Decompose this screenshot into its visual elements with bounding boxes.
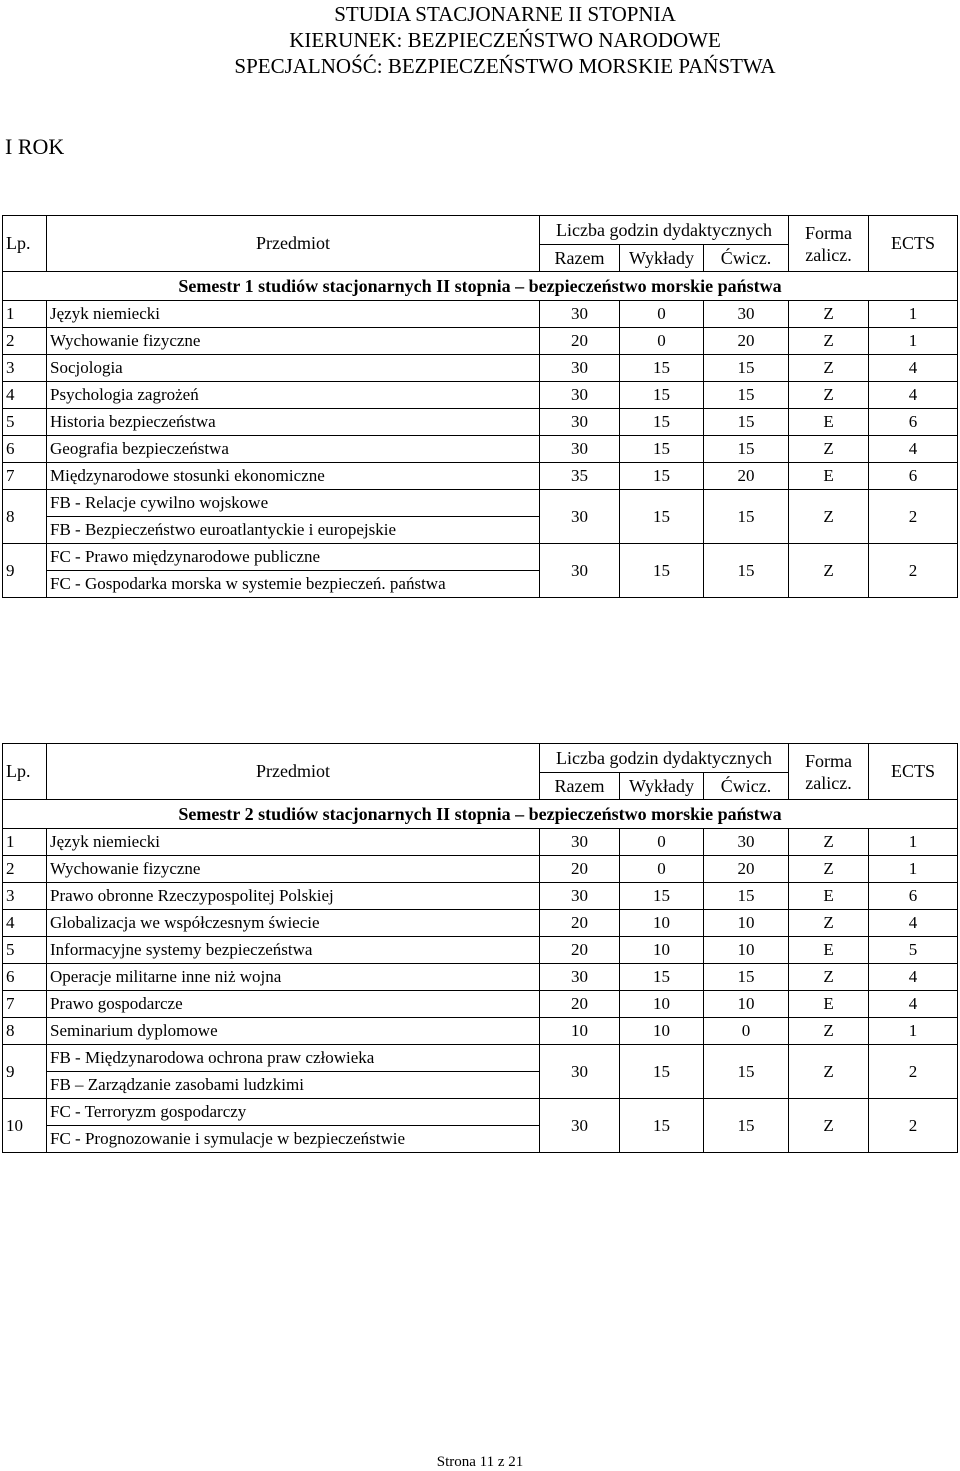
elective-subject: FB - Bezpieczeństwo euroatlantyckie i europejskie xyxy=(47,517,540,544)
row-form: E xyxy=(789,991,869,1018)
row-lectures: 15 xyxy=(620,490,704,544)
row-lectures: 0 xyxy=(620,829,704,856)
row-form: Z xyxy=(789,856,869,883)
row-total: 10 xyxy=(540,1018,620,1045)
table-row xyxy=(3,463,958,490)
row-form: Z xyxy=(789,355,869,382)
row-lectures: 0 xyxy=(620,301,704,328)
row-total: 20 xyxy=(540,937,620,964)
row-exercises: 10 xyxy=(704,991,789,1018)
table-row xyxy=(3,991,958,1018)
elective-subject: FC - Terroryzm gospodarczy xyxy=(47,1099,540,1126)
row-subject: Prawo gospodarcze xyxy=(47,991,540,1018)
header-line-2: KIERUNEK: BEZPIECZEŃSTWO NARODOWE xyxy=(289,28,721,52)
table-row xyxy=(3,829,958,856)
row-exercises: 30 xyxy=(704,301,789,328)
semester-2-body xyxy=(3,744,958,1153)
row-total: 30 xyxy=(540,1099,620,1153)
row-lp: 2 xyxy=(3,328,47,355)
row-lectures: 15 xyxy=(620,964,704,991)
column-header-lectures: Wykłady xyxy=(620,245,704,272)
row-lp: 4 xyxy=(3,910,47,937)
row-exercises: 15 xyxy=(704,382,789,409)
column-header-subject: Przedmiot xyxy=(47,744,540,800)
elective-subject: FC - Gospodarka morska w systemie bezpieczeń. państwa xyxy=(47,571,540,598)
form-label-line1: Forma xyxy=(805,222,853,243)
row-ects: 4 xyxy=(869,964,958,991)
row-total: 30 xyxy=(540,301,620,328)
row-form: Z xyxy=(789,490,869,544)
row-form: Z xyxy=(789,544,869,598)
row-subject: Wychowanie fizyczne xyxy=(47,856,540,883)
row-ects: 4 xyxy=(869,436,958,463)
row-ects: 1 xyxy=(869,829,958,856)
row-lp: 9 xyxy=(3,544,47,598)
row-total: 20 xyxy=(540,328,620,355)
row-lp: 6 xyxy=(3,964,47,991)
row-form: Z xyxy=(789,382,869,409)
row-ects: 6 xyxy=(869,883,958,910)
row-lectures: 15 xyxy=(620,382,704,409)
row-total: 35 xyxy=(540,463,620,490)
table-row xyxy=(3,328,958,355)
row-total: 30 xyxy=(540,490,620,544)
row-lectures: 15 xyxy=(620,409,704,436)
row-form: E xyxy=(789,463,869,490)
row-ects: 1 xyxy=(869,328,958,355)
table-row xyxy=(3,883,958,910)
row-lectures: 10 xyxy=(620,937,704,964)
row-exercises: 0 xyxy=(704,1018,789,1045)
row-subject: Prawo obronne Rzeczypospolitej Polskiej xyxy=(47,883,540,910)
table-row xyxy=(3,301,958,328)
column-header-lp: Lp. xyxy=(3,216,47,272)
elective-subject: FB - Międzynarodowa ochrona praw człowieka xyxy=(47,1045,540,1072)
column-header-form xyxy=(789,744,869,800)
elective-row xyxy=(3,544,958,571)
row-subject: Informacyjne systemy bezpieczeństwa xyxy=(47,937,540,964)
row-lp: 3 xyxy=(3,883,47,910)
column-header-subject: Przedmiot xyxy=(47,216,540,272)
row-exercises: 15 xyxy=(704,1045,789,1099)
row-subject: Seminarium dyplomowe xyxy=(47,1018,540,1045)
row-total: 30 xyxy=(540,409,620,436)
row-lp: 1 xyxy=(3,301,47,328)
row-ects: 1 xyxy=(869,301,958,328)
row-lectures: 15 xyxy=(620,436,704,463)
row-total: 20 xyxy=(540,991,620,1018)
row-form: E xyxy=(789,409,869,436)
column-header-lp: Lp. xyxy=(3,744,47,800)
row-lp: 7 xyxy=(3,463,47,490)
row-exercises: 30 xyxy=(704,829,789,856)
table-row xyxy=(3,964,958,991)
header-line-1: STUDIA STACJONARNE II STOPNIA xyxy=(334,2,676,26)
row-lectures: 10 xyxy=(620,1018,704,1045)
row-exercises: 10 xyxy=(704,910,789,937)
row-total: 20 xyxy=(540,856,620,883)
row-subject: Globalizacja we współczesnym świecie xyxy=(47,910,540,937)
form-label-line2: zalicz. xyxy=(805,244,852,265)
row-form: Z xyxy=(789,964,869,991)
year-heading: I ROK xyxy=(5,134,65,159)
row-subject: Międzynarodowe stosunki ekonomiczne xyxy=(47,463,540,490)
row-lectures: 0 xyxy=(620,856,704,883)
column-header-hours: Liczba godzin dydaktycznych xyxy=(540,216,789,245)
column-header-ects: ECTS xyxy=(869,216,958,272)
table-row xyxy=(3,409,958,436)
row-lectures: 10 xyxy=(620,991,704,1018)
column-header-hours: Liczba godzin dydaktycznych xyxy=(540,744,789,773)
row-ects: 2 xyxy=(869,544,958,598)
semester-1-table xyxy=(2,215,958,598)
page-footer: Strona 11 z 21 xyxy=(436,1454,524,1470)
row-total: 20 xyxy=(540,910,620,937)
row-total: 30 xyxy=(540,883,620,910)
row-lectures: 10 xyxy=(620,910,704,937)
row-ects: 2 xyxy=(869,490,958,544)
row-ects: 6 xyxy=(869,463,958,490)
semester-title: Semestr 1 studiów stacjonarnych II stopnia – bezpieczeństwo morskie państwa xyxy=(3,272,958,301)
column-header-exercises: Ćwicz. xyxy=(704,245,789,272)
row-ects: 2 xyxy=(869,1045,958,1099)
column-header-lectures: Wykłady xyxy=(620,773,704,800)
row-exercises: 15 xyxy=(704,490,789,544)
row-form: E xyxy=(789,883,869,910)
row-ects: 1 xyxy=(869,1018,958,1045)
row-lp: 2 xyxy=(3,856,47,883)
row-exercises: 15 xyxy=(704,883,789,910)
column-header-ects: ECTS xyxy=(869,744,958,800)
column-header-exercises: Ćwicz. xyxy=(704,773,789,800)
row-lp: 1 xyxy=(3,829,47,856)
elective-subject: FC - Prawo międzynarodowe publiczne xyxy=(47,544,540,571)
row-exercises: 15 xyxy=(704,964,789,991)
row-lp: 5 xyxy=(3,409,47,436)
row-ects: 6 xyxy=(869,409,958,436)
row-ects: 4 xyxy=(869,355,958,382)
elective-row xyxy=(3,490,958,517)
table-row xyxy=(3,910,958,937)
row-total: 30 xyxy=(540,436,620,463)
row-total: 30 xyxy=(540,829,620,856)
row-form: Z xyxy=(789,1018,869,1045)
row-subject: Geografia bezpieczeństwa xyxy=(47,436,540,463)
row-lectures: 15 xyxy=(620,355,704,382)
table-row xyxy=(3,382,958,409)
row-lp: 8 xyxy=(3,490,47,544)
elective-subject: FC - Prognozowanie i symulacje w bezpieczeństwie xyxy=(47,1126,540,1153)
row-subject: Język niemiecki xyxy=(47,829,540,856)
semester-title-row xyxy=(3,800,958,829)
row-subject: Psychologia zagrożeń xyxy=(47,382,540,409)
row-lectures: 15 xyxy=(620,1099,704,1153)
column-header-form xyxy=(789,216,869,272)
row-lectures: 15 xyxy=(620,883,704,910)
row-lp: 5 xyxy=(3,937,47,964)
row-total: 30 xyxy=(540,355,620,382)
row-lp: 9 xyxy=(3,1045,47,1099)
row-form: Z xyxy=(789,328,869,355)
row-lectures: 15 xyxy=(620,463,704,490)
elective-row xyxy=(3,1045,958,1072)
elective-row xyxy=(3,1099,958,1126)
semester-1-body xyxy=(3,216,958,598)
column-header-total: Razem xyxy=(540,773,620,800)
row-lp: 7 xyxy=(3,991,47,1018)
row-subject: Operacje militarne inne niż wojna xyxy=(47,964,540,991)
row-total: 30 xyxy=(540,544,620,598)
row-lp: 8 xyxy=(3,1018,47,1045)
row-form: E xyxy=(789,937,869,964)
elective-subject: FB - Relacje cywilno wojskowe xyxy=(47,490,540,517)
row-subject: Wychowanie fizyczne xyxy=(47,328,540,355)
row-total: 30 xyxy=(540,1045,620,1099)
row-form: Z xyxy=(789,1045,869,1099)
row-lp: 6 xyxy=(3,436,47,463)
row-ects: 4 xyxy=(869,382,958,409)
header-line-3: SPECJALNOŚĆ: BEZPIECZEŃSTWO MORSKIE PAŃSTWA xyxy=(234,54,776,78)
row-form: Z xyxy=(789,1099,869,1153)
row-exercises: 15 xyxy=(704,1099,789,1153)
elective-subject: FB – Zarządzanie zasobami ludzkimi xyxy=(47,1072,540,1099)
table-row xyxy=(3,937,958,964)
header-row xyxy=(3,744,958,773)
row-exercises: 15 xyxy=(704,355,789,382)
semester-2-table xyxy=(2,743,958,1153)
row-ects: 1 xyxy=(869,856,958,883)
row-subject: Język niemiecki xyxy=(47,301,540,328)
row-lp: 4 xyxy=(3,382,47,409)
semester-title: Semestr 2 studiów stacjonarnych II stopnia – bezpieczeństwo morskie państwa xyxy=(3,800,958,829)
row-lectures: 0 xyxy=(620,328,704,355)
row-exercises: 20 xyxy=(704,856,789,883)
row-ects: 2 xyxy=(869,1099,958,1153)
row-form: Z xyxy=(789,301,869,328)
semester-title-row xyxy=(3,272,958,301)
row-exercises: 15 xyxy=(704,409,789,436)
row-total: 30 xyxy=(540,382,620,409)
header-row xyxy=(3,216,958,245)
row-exercises: 10 xyxy=(704,937,789,964)
row-ects: 4 xyxy=(869,991,958,1018)
table-row xyxy=(3,1018,958,1045)
row-lp: 10 xyxy=(3,1099,47,1153)
row-ects: 4 xyxy=(869,910,958,937)
column-header-total: Razem xyxy=(540,245,620,272)
row-exercises: 15 xyxy=(704,544,789,598)
table-row xyxy=(3,355,958,382)
row-exercises: 15 xyxy=(704,436,789,463)
table-row xyxy=(3,856,958,883)
row-subject: Historia bezpieczeństwa xyxy=(47,409,540,436)
row-total: 30 xyxy=(540,964,620,991)
row-form: Z xyxy=(789,910,869,937)
row-exercises: 20 xyxy=(704,328,789,355)
row-form: Z xyxy=(789,436,869,463)
table-row xyxy=(3,436,958,463)
row-form: Z xyxy=(789,829,869,856)
row-lectures: 15 xyxy=(620,544,704,598)
row-ects: 5 xyxy=(869,937,958,964)
form-label-line1: Forma xyxy=(805,750,853,771)
row-exercises: 20 xyxy=(704,463,789,490)
form-label-line2: zalicz. xyxy=(805,772,852,793)
row-lectures: 15 xyxy=(620,1045,704,1099)
row-subject: Socjologia xyxy=(47,355,540,382)
row-lp: 3 xyxy=(3,355,47,382)
